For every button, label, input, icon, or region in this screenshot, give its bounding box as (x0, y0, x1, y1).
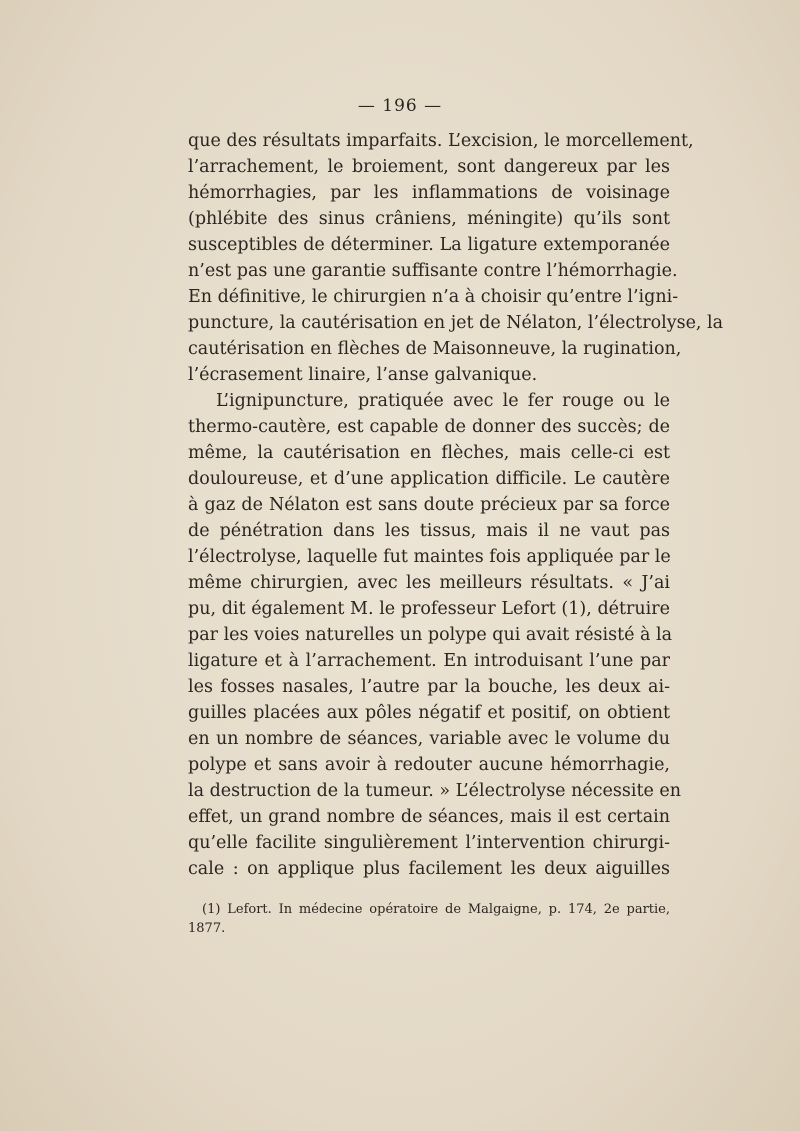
text-line: En définitive, le chirurgien n’a à choisir qu’entre l’igni- (188, 287, 679, 307)
text-line: pu, dit également M. le professeur Lefort (1), détruire (188, 599, 670, 619)
body-text (188, 128, 724, 882)
footnote-line: (1) Lefort. In médecine opératoire de Malgaigne, p. 174, 2e partie, (202, 902, 670, 917)
text-line: puncture, la cautérisation en jet de Nélaton, l’électrolyse, la (188, 313, 724, 333)
text-line: thermo-cautère, est capable de donner des succès; de (188, 417, 670, 437)
text-line: l’écrasement linaire, l’anse galvanique. (188, 365, 538, 385)
text-line: douloureuse, et d’une application difficile. Le cautère (188, 469, 670, 489)
text-line: même chirurgien, avec les meilleurs résultats. « J’ai (188, 573, 670, 593)
footnote-line: 1877. (188, 921, 226, 936)
text-line: polype et sans avoir à redouter aucune hémorrhagie, (188, 755, 670, 775)
text-line: de pénétration dans les tissus, mais il ne vaut pas (188, 521, 670, 541)
text-line: guilles placées aux pôles négatif et positif, on obtient (188, 703, 670, 723)
text-line: n’est pas une garantie suffisante contre l’hémorrhagie. (188, 261, 678, 281)
text-line: en un nombre de séances, variable avec le volume du (188, 729, 670, 749)
text-line: à gaz de Nélaton est sans doute précieux par sa force (188, 495, 670, 515)
text-line: susceptibles de déterminer. La ligature extemporanée (188, 235, 670, 255)
text-line: la destruction de la tumeur. » L’électrolyse nécessite en (188, 781, 682, 801)
text-line: les fosses nasales, l’autre par la bouche, les deux ai- (188, 677, 670, 697)
text-line: effet, un grand nombre de séances, mais il est certain (188, 807, 670, 827)
text-line: par les voies naturelles un polype qui avait résisté à la (188, 625, 673, 645)
text-line: ligature et à l’arrachement. En introduisant l’une par (188, 651, 670, 671)
text-line: L’ignipuncture, pratiquée avec le fer rouge ou le (216, 391, 670, 411)
text-line: que des résultats imparfaits. L’excision, le morcellement, (188, 131, 694, 151)
page-number: — 196 — (357, 96, 443, 116)
text-line: cautérisation en flèches de Maisonneuve, la rugination, (188, 339, 682, 359)
text-line: qu’elle facilite singulièrement l’intervention chirurgi- (188, 833, 670, 853)
text-line: cale : on applique plus facilement les deux aiguilles (188, 859, 670, 879)
text-line: l’électrolyse, laquelle fut maintes fois appliquée par le (188, 547, 671, 567)
footnote (188, 900, 670, 938)
text-line: l’arrachement, le broiement, sont dangereux par les (188, 157, 670, 177)
text-line: (phlébite des sinus crâniens, méningite) qu’ils sont (188, 209, 670, 229)
text-line: hémorrhagies, par les inflammations de voisinage (188, 183, 670, 203)
text-line: même, la cautérisation en flèches, mais celle-ci est (188, 443, 670, 463)
